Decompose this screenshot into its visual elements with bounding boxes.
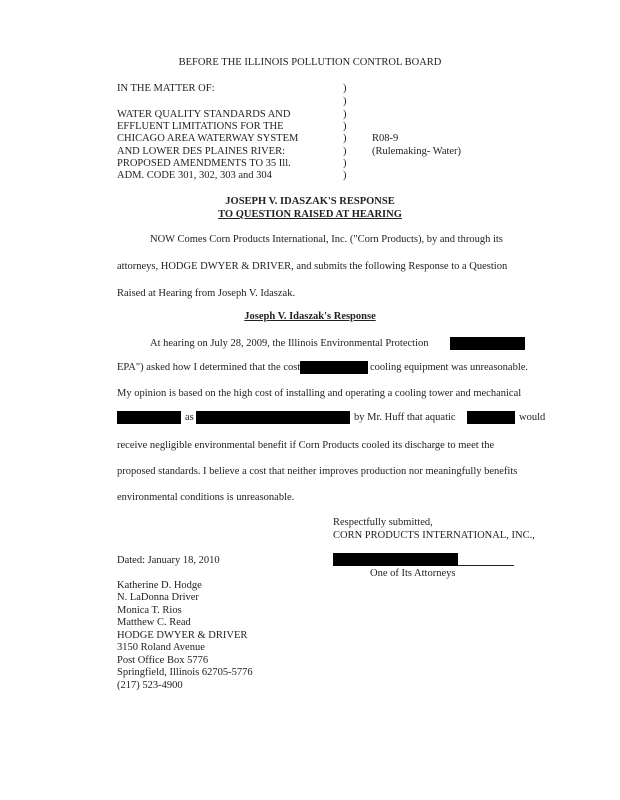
caption-paren: ) [343, 109, 347, 120]
signature-caption: One of Its Attorneys [370, 568, 456, 579]
caption-paren: ) [343, 96, 347, 107]
response-line: environmental conditions is unreasonable. [117, 492, 295, 503]
counsel-line: Post Office Box 5776 [117, 655, 209, 666]
redaction-block [467, 411, 515, 424]
counsel-line: Springfield, Illinois 62705-5776 [117, 667, 253, 678]
redaction-block [117, 411, 181, 424]
caption-line: CHICAGO AREA WATERWAY SYSTEM [117, 133, 299, 144]
response-line: At hearing on July 28, 2009, the Illinois Environmental Protection [150, 338, 429, 349]
document-title-line2: TO QUESTION RAISED AT HEARING [218, 209, 402, 220]
counsel-line: Monica T. Rios [117, 605, 182, 616]
counsel-line: HODGE DWYER & DRIVER [117, 630, 248, 641]
response-line: would [519, 412, 546, 423]
caption-line: ADM. CODE 301, 302, 303 and 304 [117, 170, 272, 181]
signature-redaction [333, 553, 458, 566]
company-name: CORN PRODUCTS INTERNATIONAL, INC., [333, 530, 535, 541]
matter-label: IN THE MATTER OF: [117, 83, 215, 94]
caption-line: PROPOSED AMENDMENTS TO 35 Ill. [117, 158, 291, 169]
response-heading: Joseph V. Idaszak's Response [244, 311, 376, 322]
redaction-block [450, 337, 525, 350]
counsel-line: N. LaDonna Driver [117, 592, 199, 603]
caption-paren: ) [343, 170, 347, 181]
redaction-block [196, 411, 350, 424]
response-line: receive negligible environmental benefit if Corn Products cooled its discharge to meet the [117, 440, 495, 451]
docket-number: R08-9 [372, 133, 399, 144]
counsel-line: Katherine D. Hodge [117, 580, 202, 591]
caption-line: WATER QUALITY STANDARDS AND [117, 109, 291, 120]
response-line: My opinion is based on the high cost of installing and operating a cooling tower and mechanical [117, 388, 522, 399]
caption-paren: ) [343, 158, 347, 169]
rulemaking-type: (Rulemaking- Water) [372, 146, 462, 157]
counsel-line: Matthew C. Read [117, 617, 191, 628]
caption-line: AND LOWER DES PLAINES RIVER: [117, 146, 285, 157]
board-title: BEFORE THE ILLINOIS POLLUTION CONTROL BOARD [178, 57, 442, 68]
redaction-block [300, 361, 368, 374]
response-line: proposed standards. I believe a cost that neither improves production nor meaningfully benefits [117, 466, 518, 477]
response-line: by Mr. Huff that aquatic [354, 412, 456, 423]
counsel-line: (217) 523-4900 [117, 680, 183, 691]
document-title-line1: JOSEPH V. IDASZAK'S RESPONSE [225, 196, 395, 207]
intro-line: NOW Comes Corn Products International, Inc. ("Corn Products), by and through its [150, 234, 503, 245]
signature-line [458, 565, 514, 566]
intro-line: Raised at Hearing from Joseph V. Idaszak. [117, 288, 296, 299]
caption-line: EFFLUENT LIMITATIONS FOR THE [117, 121, 284, 132]
caption-paren: ) [343, 121, 347, 132]
response-line: as [185, 412, 194, 423]
dated-line: Dated: January 18, 2010 [117, 555, 220, 566]
intro-line: attorneys, HODGE DWYER & DRIVER, and submits the following Response to a Question [117, 261, 508, 272]
caption-paren: ) [343, 146, 347, 157]
respectfully-submitted: Respectfully submitted, [333, 517, 433, 528]
caption-paren: ) [343, 83, 347, 94]
response-line: cooling equipment was unreasonable. [370, 362, 529, 373]
counsel-line: 3150 Roland Avenue [117, 642, 205, 653]
response-line: EPA") asked how I determined that the cost [117, 362, 301, 373]
caption-paren: ) [343, 133, 347, 144]
